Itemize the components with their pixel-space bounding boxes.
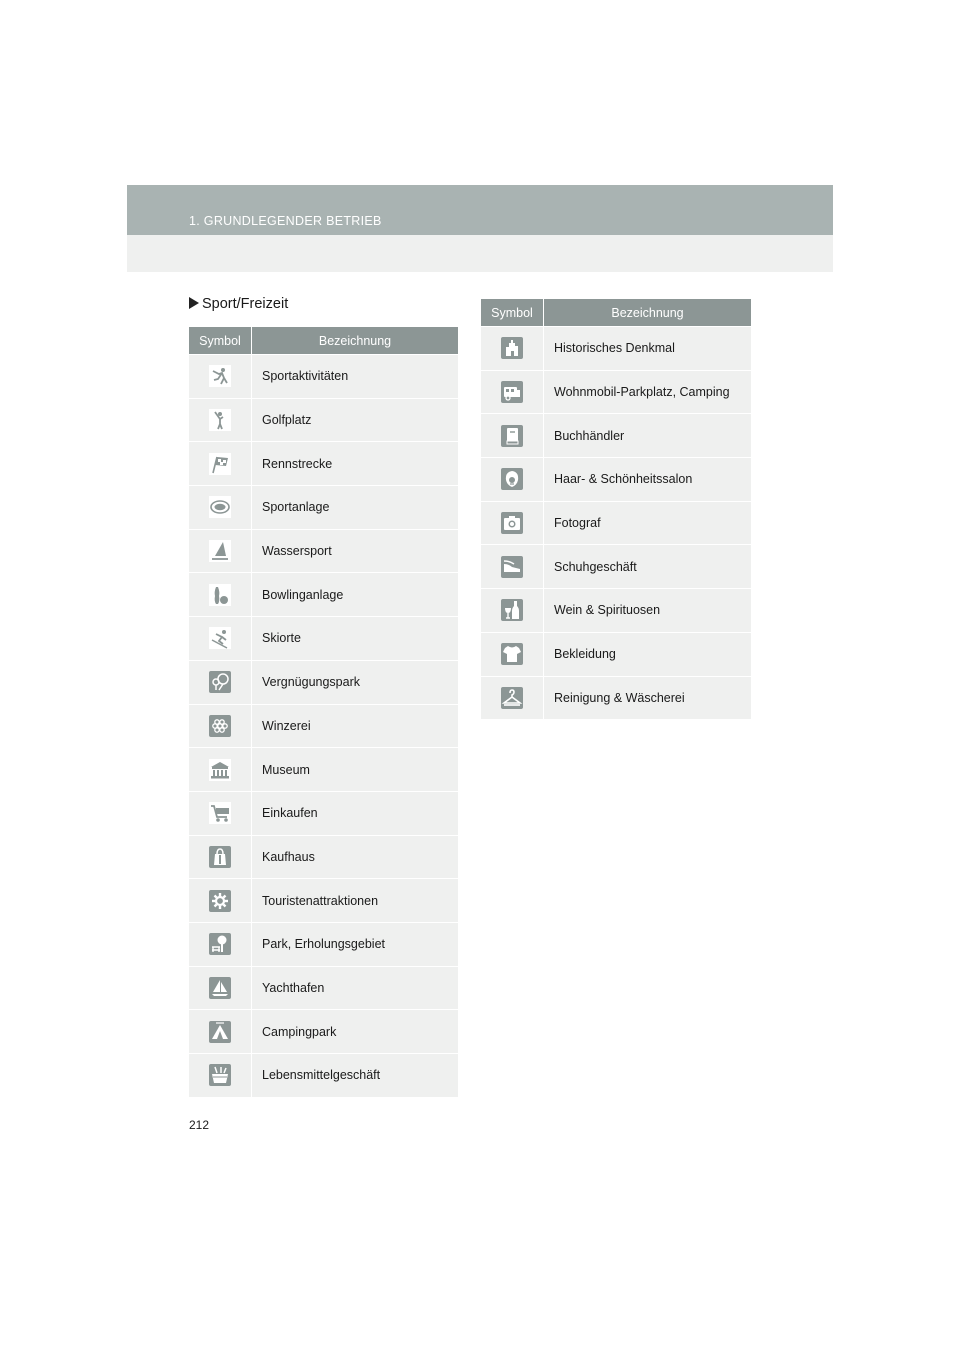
symbol-cell <box>189 530 252 573</box>
col-symbol-header: Symbol <box>481 299 544 326</box>
golf-icon <box>209 409 231 431</box>
name-cell: Reinigung & Wäscherei <box>554 690 685 705</box>
symbol-cell <box>189 486 252 529</box>
table-row <box>189 1009 458 1053</box>
name-cell: Kaufhaus <box>262 849 315 864</box>
museum-icon <box>209 759 231 781</box>
hanger-icon <box>501 687 523 709</box>
symbol-cell <box>189 617 252 660</box>
shoe-icon <box>501 556 523 578</box>
table-row <box>481 676 751 720</box>
section-heading-text: Sport/Freizeit <box>202 296 289 312</box>
section-heading <box>189 296 288 312</box>
col-name-header: Bezeichnung <box>611 305 684 320</box>
name-cell: Fotograf <box>554 516 601 531</box>
symbol-cell <box>189 355 252 398</box>
table-header <box>481 299 751 326</box>
table-row <box>481 370 751 414</box>
symbol-cell <box>189 661 252 704</box>
bowling-icon <box>209 584 231 606</box>
table-row <box>189 922 458 966</box>
name-cell: Skiorte <box>262 631 301 646</box>
table-row <box>481 588 751 632</box>
camper-icon <box>501 381 523 403</box>
symbol-cell <box>189 705 252 748</box>
table-left <box>189 327 458 1097</box>
table-row <box>189 616 458 660</box>
ski-icon <box>209 627 231 649</box>
header-sub-band <box>127 235 833 272</box>
monument-icon <box>501 337 523 359</box>
table-row <box>481 632 751 676</box>
tshirt-icon <box>501 643 523 665</box>
attraction-icon <box>209 890 231 912</box>
symbol-cell <box>481 677 544 720</box>
page-number: 212 <box>189 1118 210 1132</box>
table-header <box>189 327 458 354</box>
symbol-cell <box>189 967 252 1010</box>
table-row <box>189 398 458 442</box>
grocery-basket-icon <box>209 1064 231 1086</box>
table-row <box>481 544 751 588</box>
name-cell: Vergnügungspark <box>262 675 360 690</box>
name-cell: Wassersport <box>262 544 332 559</box>
name-cell: Wohnmobil-Parkplatz, Camping <box>554 385 730 400</box>
stadium-icon <box>209 496 231 518</box>
table-row <box>189 966 458 1010</box>
sailboat-icon <box>209 977 231 999</box>
symbol-cell <box>481 414 544 457</box>
race-flag-icon <box>209 453 231 475</box>
symbol-cell <box>481 589 544 632</box>
name-cell: Historisches Denkmal <box>554 341 675 356</box>
table-row <box>189 878 458 922</box>
symbol-cell <box>481 458 544 501</box>
symbol-cell <box>189 1054 252 1097</box>
table-right <box>481 299 751 719</box>
name-cell: Park, Erholungsgebiet <box>262 937 385 952</box>
amusement-park-icon <box>209 671 231 693</box>
symbol-cell <box>189 573 252 616</box>
table-row <box>189 441 458 485</box>
name-cell: Touristenattraktionen <box>262 893 379 908</box>
symbol-cell <box>481 327 544 370</box>
name-cell: Campingpark <box>262 1024 337 1039</box>
name-cell: Lebensmittelgeschäft <box>262 1068 381 1083</box>
park-icon <box>209 933 231 955</box>
table-row <box>189 1053 458 1097</box>
name-cell: Einkaufen <box>262 806 318 821</box>
table-row <box>481 326 751 370</box>
hair-salon-icon <box>501 468 523 490</box>
name-cell: Bekleidung <box>554 647 616 662</box>
table-row <box>189 791 458 835</box>
symbol-cell <box>189 836 252 879</box>
name-cell: Museum <box>262 762 310 777</box>
name-cell: Sportanlage <box>262 500 330 515</box>
table-row <box>481 413 751 457</box>
name-cell: Bowlinganlage <box>262 587 344 602</box>
symbol-cell <box>189 923 252 966</box>
symbol-cell <box>189 442 252 485</box>
table-row <box>481 457 751 501</box>
col-symbol-header: Symbol <box>189 327 252 354</box>
table-row <box>189 660 458 704</box>
table-row <box>189 529 458 573</box>
table-row <box>189 485 458 529</box>
name-cell: Winzerei <box>262 718 311 733</box>
table-row <box>481 501 751 545</box>
triangle-bullet-icon <box>189 297 199 309</box>
name-cell: Yachthafen <box>262 980 325 995</box>
symbol-cell <box>481 545 544 588</box>
camera-icon <box>501 512 523 534</box>
shopping-bag-icon <box>209 846 231 868</box>
table-row <box>189 572 458 616</box>
sport-activity-icon <box>209 365 231 387</box>
wine-icon <box>501 599 523 621</box>
table-row <box>189 354 458 398</box>
chapter-title: 1. GRUNDLEGENDER BETRIEB <box>189 214 382 228</box>
name-cell: Schuhgeschäft <box>554 559 637 574</box>
book-icon <box>501 425 523 447</box>
symbol-cell <box>189 792 252 835</box>
windsurf-icon <box>209 540 231 562</box>
table-row <box>189 835 458 879</box>
symbol-cell <box>189 1010 252 1053</box>
name-cell: Buchhändler <box>554 428 625 443</box>
name-cell: Rennstrecke <box>262 456 333 471</box>
tent-icon <box>209 1021 231 1043</box>
symbol-cell <box>189 399 252 442</box>
col-name-header: Bezeichnung <box>318 333 392 348</box>
shopping-cart-icon <box>209 802 231 824</box>
table-row <box>189 704 458 748</box>
name-cell: Wein & Spirituosen <box>554 603 661 618</box>
symbol-cell <box>189 879 252 922</box>
symbol-cell <box>481 633 544 676</box>
symbol-cell <box>481 371 544 414</box>
symbol-cell <box>189 748 252 791</box>
name-cell: Sportaktivitäten <box>262 369 349 384</box>
name-cell: Haar- & Schönheitssalon <box>554 472 693 487</box>
name-cell: Golfplatz <box>262 413 312 428</box>
grapes-icon <box>209 715 231 737</box>
table-row <box>189 747 458 791</box>
symbol-cell <box>481 502 544 545</box>
